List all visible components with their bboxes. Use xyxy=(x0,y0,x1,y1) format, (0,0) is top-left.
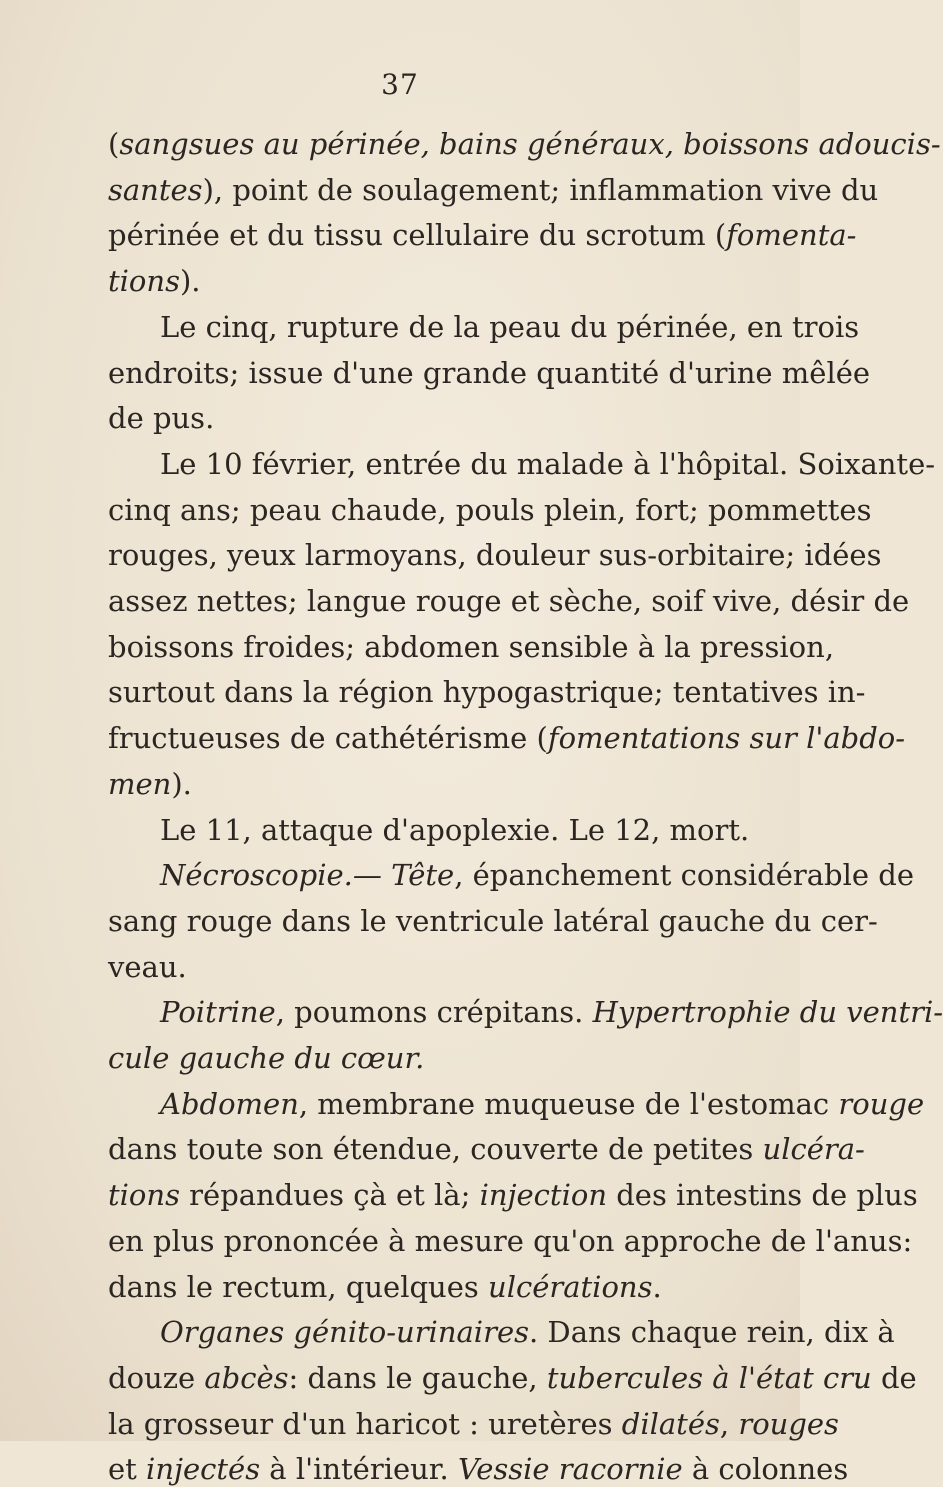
italic-text: Organes génito-urinaires xyxy=(160,1315,529,1350)
text-segment: sang rouge dans le ventricule latéral gauche du cer- xyxy=(108,903,878,938)
italic-text: santes xyxy=(108,172,203,207)
text-line xyxy=(108,1360,917,1396)
text-segment: ( xyxy=(108,127,120,161)
text-line xyxy=(108,903,878,939)
italic-text: cule gauche du cœur. xyxy=(108,1041,425,1075)
text-line xyxy=(160,309,860,345)
text-segment: et xyxy=(108,1452,147,1487)
text-segment: la grosseur d'un haricot : uretères xyxy=(108,1406,622,1441)
text-segment: en plus prononcée à mesure qu'on approche de l'anus: xyxy=(108,1223,913,1258)
text-segment: Le 10 février, entrée du malade à l'hôpital. Soixante- xyxy=(160,446,936,481)
text-segment: des intestins de plus xyxy=(607,1178,918,1213)
text-segment: rouges, yeux larmoyans, douleur sus-orbitaire; idées xyxy=(108,538,882,573)
text-segment: dans toute son étendue, couverte de petites xyxy=(108,1132,763,1167)
text-segment: cinq ans; peau chaude, pouls plein, fort; pommettes xyxy=(108,492,872,527)
text-segment: assez nettes; langue rouge et sèche, soif vive, désir de xyxy=(108,584,910,618)
text-line xyxy=(108,537,882,573)
text-line xyxy=(108,1406,839,1442)
italic-text: Abdomen xyxy=(160,1086,299,1121)
text-line xyxy=(160,994,943,1030)
text-line xyxy=(108,1451,849,1487)
text-segment: , xyxy=(719,1406,739,1441)
text-line xyxy=(108,1223,913,1259)
text-segment: Le cinq, rupture de la peau du périnée, en trois xyxy=(160,309,860,344)
text-line xyxy=(108,766,768,802)
text-segment: de pus. xyxy=(108,401,215,436)
text-line xyxy=(108,674,866,710)
text-line xyxy=(108,1040,768,1076)
text-segment: . xyxy=(652,1269,662,1304)
text-line xyxy=(108,629,835,665)
italic-text: Nécroscopie.— Tête xyxy=(160,858,455,893)
text-segment: à colonnes xyxy=(682,1452,849,1487)
text-segment: ). xyxy=(171,766,192,801)
italic-text: dilatés xyxy=(621,1406,720,1441)
text-line xyxy=(108,583,910,619)
text-segment: Le 11, attaque d'apoplexie. Le 12, mort. xyxy=(160,812,750,847)
text-segment: : dans le gauche, xyxy=(288,1360,547,1395)
text-segment: à l'intérieur. xyxy=(260,1452,458,1487)
text-segment: dans le rectum, quelques xyxy=(108,1269,489,1304)
italic-text: rouges xyxy=(738,1406,839,1441)
text-segment: veau. xyxy=(108,949,187,984)
text-segment: endroits; issue d'une grande quantité d'urine mêlée xyxy=(108,355,871,390)
italic-text: ulcéra- xyxy=(762,1132,865,1167)
text-segment: . Dans chaque rein, dix à xyxy=(529,1315,895,1350)
text-line xyxy=(108,492,872,528)
text-line xyxy=(108,355,871,391)
text-segment: périnée et du tissu cellulaire du scrotum ( xyxy=(108,218,727,253)
text-segment: , poumons crépitans. xyxy=(275,995,593,1030)
text-segment: répandues çà et là; xyxy=(179,1178,480,1213)
text-segment: fructueuses de cathétérisme ( xyxy=(108,721,548,756)
page-number: 37 xyxy=(381,68,419,101)
text-line xyxy=(108,949,768,985)
italic-text: injectés xyxy=(146,1452,261,1487)
text-line xyxy=(160,1314,895,1350)
italic-text: rouge xyxy=(838,1086,925,1121)
text-line xyxy=(108,172,879,208)
text-line xyxy=(108,400,768,436)
text-line xyxy=(108,217,857,253)
text-line xyxy=(108,263,768,299)
text-line xyxy=(160,446,936,482)
italic-text: tubercules à l'état cru xyxy=(546,1360,872,1395)
italic-text: Vessie racornie xyxy=(457,1452,683,1487)
italic-text: Poitrine xyxy=(160,995,276,1030)
text-line xyxy=(108,126,941,162)
italic-text: fomentations sur l'abdo- xyxy=(547,721,906,756)
text-segment: ). xyxy=(179,264,201,299)
text-segment: , membrane muqueuse de l'estomac xyxy=(298,1086,839,1121)
text-line xyxy=(160,857,914,893)
italic-text: fomenta- xyxy=(726,218,857,253)
italic-text: injection xyxy=(479,1178,607,1213)
italic-text: tions xyxy=(108,1178,180,1213)
text-line xyxy=(160,812,768,848)
text-line xyxy=(108,1177,918,1213)
text-segment: , épanchement considérable de xyxy=(454,858,914,893)
text-line xyxy=(108,720,906,756)
text-segment: boissons froides; abdomen sensible à la pression, xyxy=(108,629,835,664)
text-segment: douze xyxy=(108,1360,205,1395)
text-line xyxy=(108,1131,865,1167)
italic-text: Hypertrophie du ventri- xyxy=(592,995,943,1030)
italic-text: sangsues au périnée, bains généraux, boissons adoucis- xyxy=(119,127,941,161)
italic-text: ulcérations xyxy=(488,1269,653,1304)
text-segment: surtout dans la région hypogastrique; tentatives in- xyxy=(108,675,866,710)
text-segment: ), point de soulagement; inflammation vive du xyxy=(202,172,879,207)
italic-text: men xyxy=(108,766,172,801)
italic-text: tions xyxy=(108,264,180,299)
text-line xyxy=(108,1269,768,1305)
text-segment: de xyxy=(871,1360,917,1395)
text-line xyxy=(160,1086,925,1122)
italic-text: abcès xyxy=(204,1360,289,1395)
